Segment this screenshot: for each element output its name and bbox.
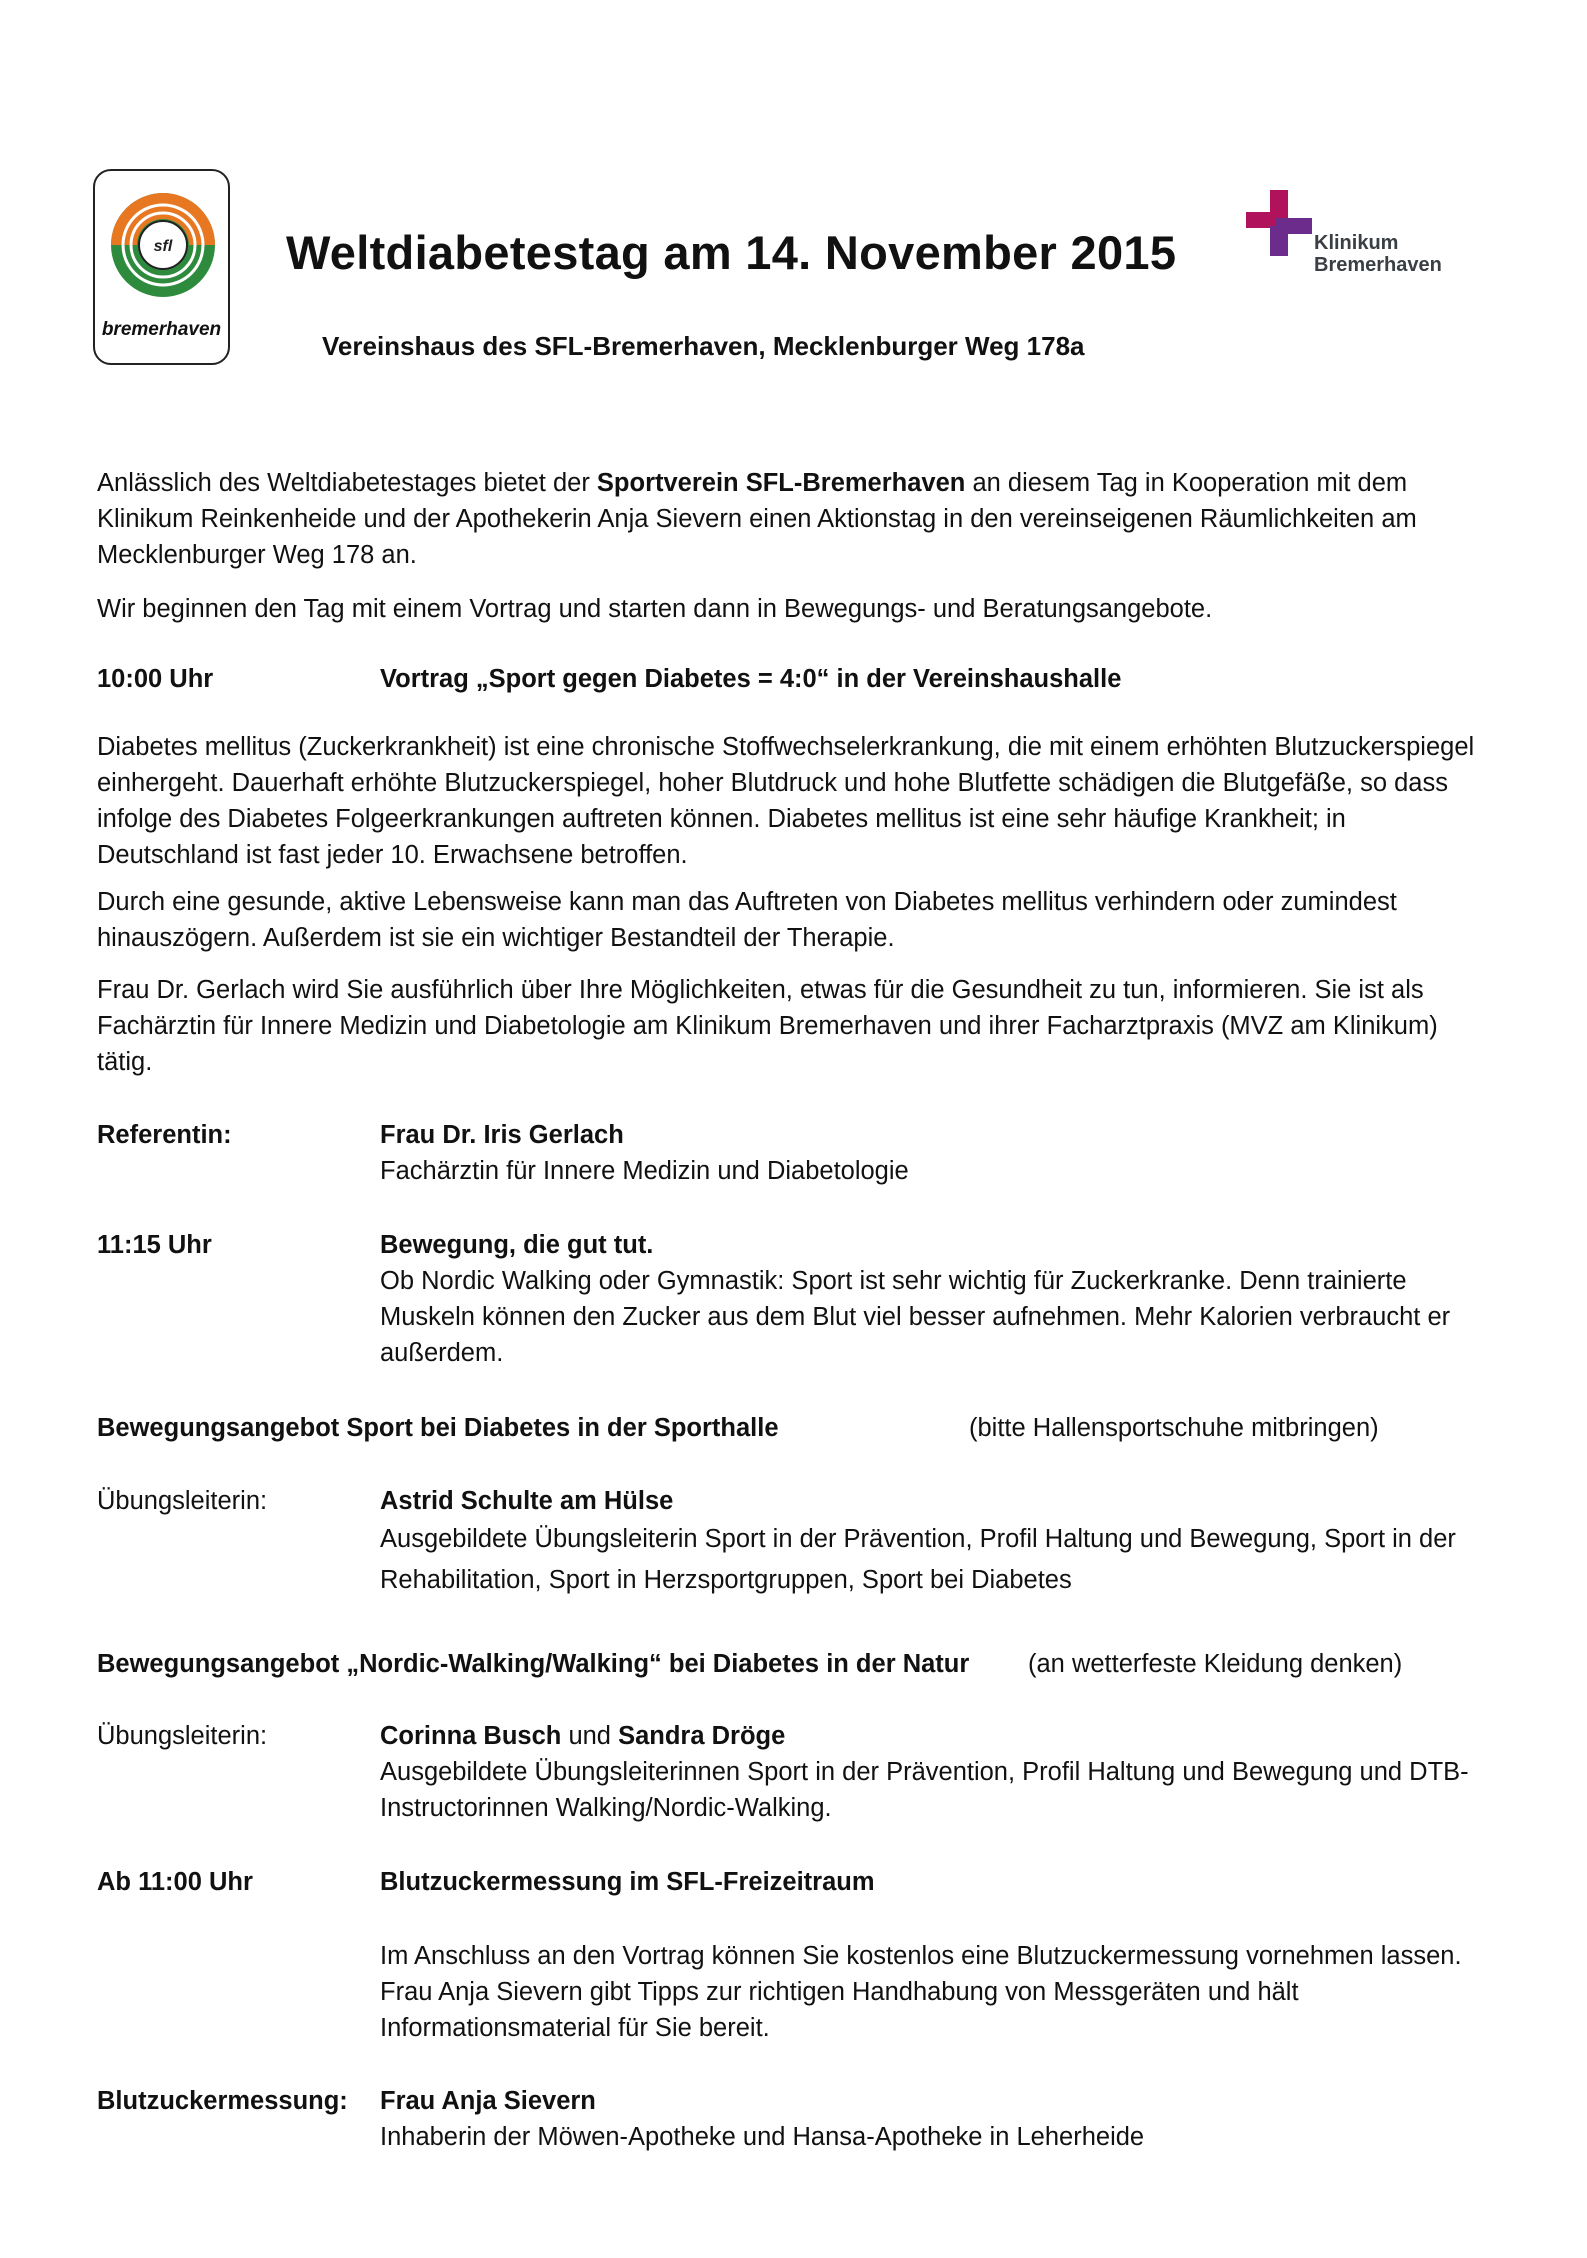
sfl-swirl-icon bbox=[109, 183, 218, 313]
measure-title: Blutzuckermessung im SFL-Freizeitraum bbox=[380, 1868, 875, 1896]
klinikum-logo bbox=[1246, 190, 1466, 280]
talk-title: Vortrag „Sport gegen Diabetes = 4:0“ in der Vereinshaushalle bbox=[380, 665, 1122, 693]
measure-label: Blutzuckermessung: bbox=[97, 2087, 348, 2115]
talk-paragraph-2: Durch eine gesunde, aktive Lebensweise kann man das Auftreten von Diabetes mellitus verhindern oder zumindest hinauszögern. Außerdem ist sie ein wichtiger Bestandteil der Therapie. bbox=[97, 888, 1397, 952]
partner-line2: Bremerhaven bbox=[1314, 254, 1442, 276]
talk-paragraph-3: Frau Dr. Gerlach wird Sie ausführlich über Ihre Möglichkeiten, etwas für die Gesundheit zu tun, informieren. Sie ist als Fachärztin für Innere Medizin und Diabetologie am Klinikum Bremerhaven und ihrer Facharztpraxis (MVZ am Klinikum) tätig. bbox=[97, 976, 1438, 1076]
page-subtitle: Vereinshaus des SFL-Bremerhaven, Mecklenburger Weg 178a bbox=[322, 331, 1085, 361]
svg-text:sfl: sfl bbox=[153, 238, 173, 255]
intro-paragraph-2: Wir beginnen den Tag mit einem Vortrag und starten dann in Bewegungs- und Beratungsangebote. bbox=[97, 595, 1213, 623]
offer1-desc: Ausgebildete Übungsleiterin Sport in der Prävention, Profil Haltung und Bewegung, Sport in der Rehabilitation, Sport in Herzsportgruppen, Sport bei Diabetes bbox=[380, 1525, 1456, 1594]
page-title: Weltdiabetestag am 14. November 2015 bbox=[286, 226, 1177, 279]
offer2-note: (an wetterfeste Kleidung denken) bbox=[1028, 1650, 1403, 1678]
offer1-title: Bewegungsangebot Sport bei Diabetes in der Sporthalle bbox=[97, 1414, 779, 1442]
speaker-desc: Fachärztin für Innere Medizin und Diabetologie bbox=[380, 1157, 909, 1185]
partner-line1: Klinikum bbox=[1314, 232, 1399, 254]
offer2-names: Corinna Busch und Sandra Dröge bbox=[380, 1722, 786, 1750]
offer1-name: Astrid Schulte am Hülse bbox=[380, 1487, 674, 1515]
measure-time: Ab 11:00 Uhr bbox=[97, 1868, 253, 1896]
offer2-desc: Ausgebildete Übungsleiterinnen Sport in der Prävention, Profil Haltung und Bewegung und DTB-Instructorinnen Walking/Nordic-Walking. bbox=[380, 1758, 1469, 1822]
offer2-title: Bewegungsangebot „Nordic-Walking/Walking“ bei Diabetes in der Natur bbox=[97, 1650, 970, 1678]
cross-icon bbox=[1246, 190, 1312, 256]
sfl-logo bbox=[93, 169, 230, 365]
intro-paragraph: Anlässlich des Weltdiabetestages bietet der Sportverein SFL-Bremerhaven an diesem Tag in Kooperation mit dem Klinikum Reinkenheide und der Apothekerin Anja Sievern einen Aktionstag in den vereinseigenen Räumlichkeiten am Mecklenburger Weg 178 an. bbox=[97, 469, 1417, 569]
offer1-label: Übungsleiterin: bbox=[97, 1487, 268, 1515]
talk-paragraph-1: Diabetes mellitus (Zuckerkrankheit) ist eine chronische Stoffwechselerkrankung, die mit einem erhöhten Blutzuckerspiegel einhergeht. Dauerhaft erhöhte Blutzuckerspiegel, hoher Blutdruck und hohe Blutfette schädigen die Blutgefäße, so dass infolge des Diabetes Folgeerkrankungen auftreten können. Diabetes mellitus ist eine sehr häufige Krankheit; in Deutschland ist fast jeder 10. Erwachsene betroffen. bbox=[97, 733, 1475, 869]
talk-time: 10:00 Uhr bbox=[97, 665, 214, 693]
movement-title: Bewegung, die gut tut. bbox=[380, 1231, 654, 1259]
measure-name: Frau Anja Sievern bbox=[380, 2087, 596, 2115]
offer1-note: (bitte Hallensportschuhe mitbringen) bbox=[969, 1414, 1379, 1442]
movement-time: 11:15 Uhr bbox=[97, 1231, 212, 1259]
movement-text: Ob Nordic Walking oder Gymnastik: Sport ist sehr wichtig für Zuckerkranke. Denn trainierte Muskeln können den Zucker aus dem Blut viel besser aufnehmen. Mehr Kalorien verbraucht er außerdem. bbox=[380, 1267, 1451, 1367]
measure-desc: Inhaberin der Möwen-Apotheke und Hansa-Apotheke in Leherheide bbox=[380, 2123, 1145, 2151]
measure-text: Im Anschluss an den Vortrag können Sie kostenlos eine Blutzuckermessung vornehmen lassen. Frau Anja Sievern gibt Tipps zur richtigen Handhabung von Messgeräten und hält Informationsmaterial für Sie bereit. bbox=[380, 1942, 1462, 2042]
offer2-label: Übungsleiterin: bbox=[97, 1722, 268, 1750]
logo-text: bremerhaven bbox=[101, 319, 222, 340]
speaker-name: Frau Dr. Iris Gerlach bbox=[380, 1121, 624, 1149]
speaker-label: Referentin: bbox=[97, 1121, 232, 1149]
